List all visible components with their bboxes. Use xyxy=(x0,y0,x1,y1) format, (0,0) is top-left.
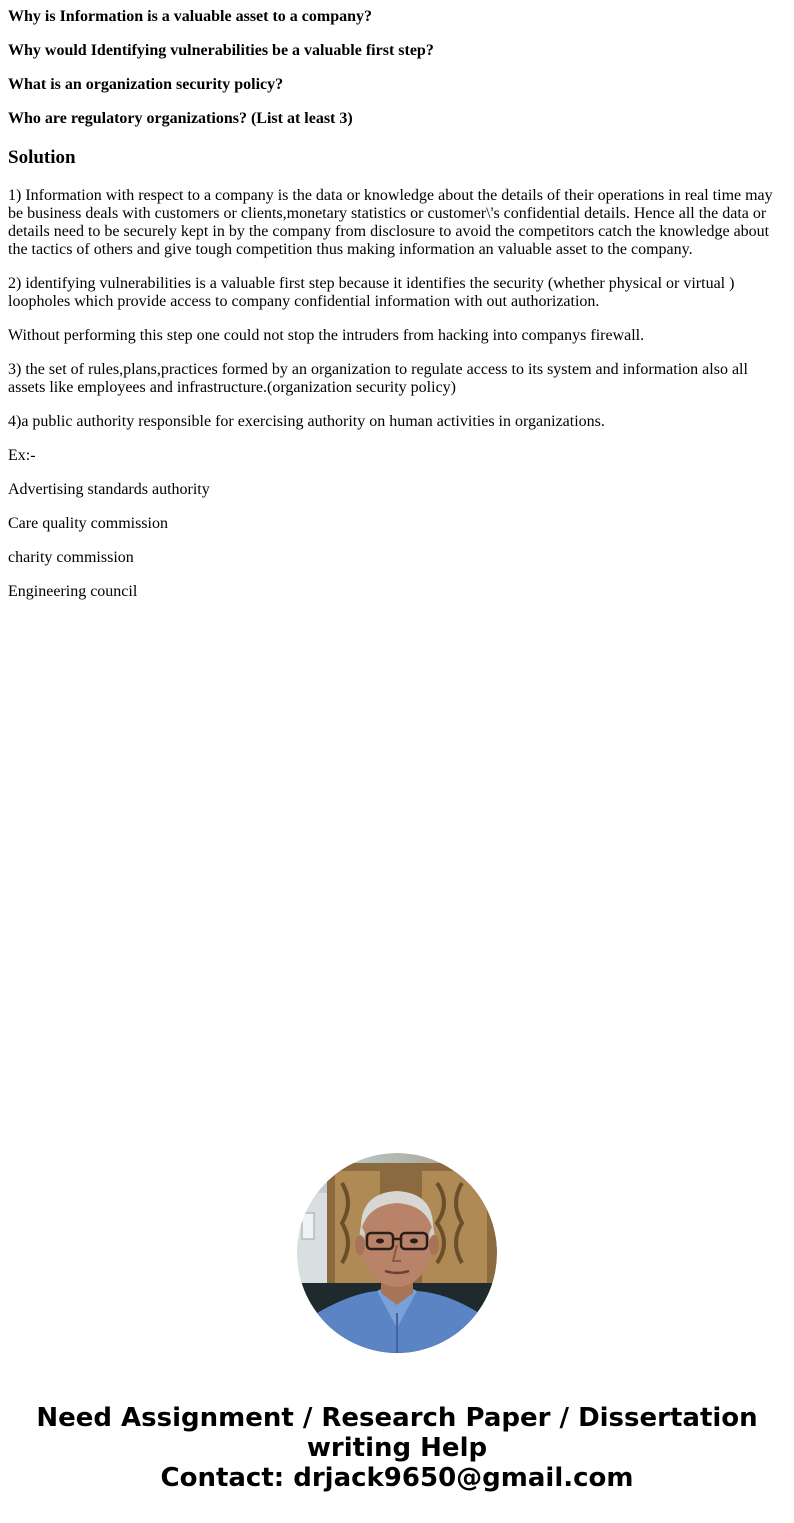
answer-4: 4)a public authority responsible for exercising authority on human activities in organizations. xyxy=(8,413,605,430)
footer-contact: Contact: drjack9650@gmail.com xyxy=(160,1463,634,1493)
footer-line-2: writing Help xyxy=(306,1433,488,1463)
footer-line-1: Need Assignment / Research Paper / Dissertation xyxy=(36,1403,758,1433)
answer-3: 3) the set of rules,plans,practices formed by an organization to regulate access to its system and information also all assets like employees and infrastructure.(organization security policy) xyxy=(8,361,748,396)
answer-2: 2) identifying vulnerabilities is a valuable first step because it identifies the security (whether physical or virtual ) loopholes which provide access to company confidential information with out authorization. xyxy=(8,275,735,310)
solution-heading: Solution xyxy=(8,147,76,168)
question-1: Why is Information is a valuable asset to a company? xyxy=(8,8,373,25)
author-avatar xyxy=(297,1153,497,1353)
example-item: charity commission xyxy=(8,549,134,566)
question-4: Who are regulatory organizations? (List at least 3) xyxy=(8,110,353,127)
footer-banner xyxy=(0,1403,794,1493)
example-item: Engineering council xyxy=(8,583,138,600)
question-3: What is an organization security policy? xyxy=(8,76,284,93)
example-item: Care quality commission xyxy=(8,515,168,532)
answer-1: 1) Information with respect to a company is the data or knowledge about the details of their operations in real time may be business deals with customers or clients,monetary statistics or customer\'s confidential details. Hence all the data or details need to be securely kept in by the company from disclosure to avoid the competitors catch the knowledge about the tactics of others and give tough competition thus making information an valuable asset to the company. xyxy=(8,187,773,258)
examples-label: Ex:- xyxy=(8,447,36,464)
author-portrait xyxy=(297,1153,497,1353)
example-item: Advertising standards authority xyxy=(8,481,210,498)
question-2: Why would Identifying vulnerabilities be a valuable first step? xyxy=(8,42,434,59)
answer-2-followup: Without performing this step one could not stop the intruders from hacking into companys firewall. xyxy=(8,327,645,344)
